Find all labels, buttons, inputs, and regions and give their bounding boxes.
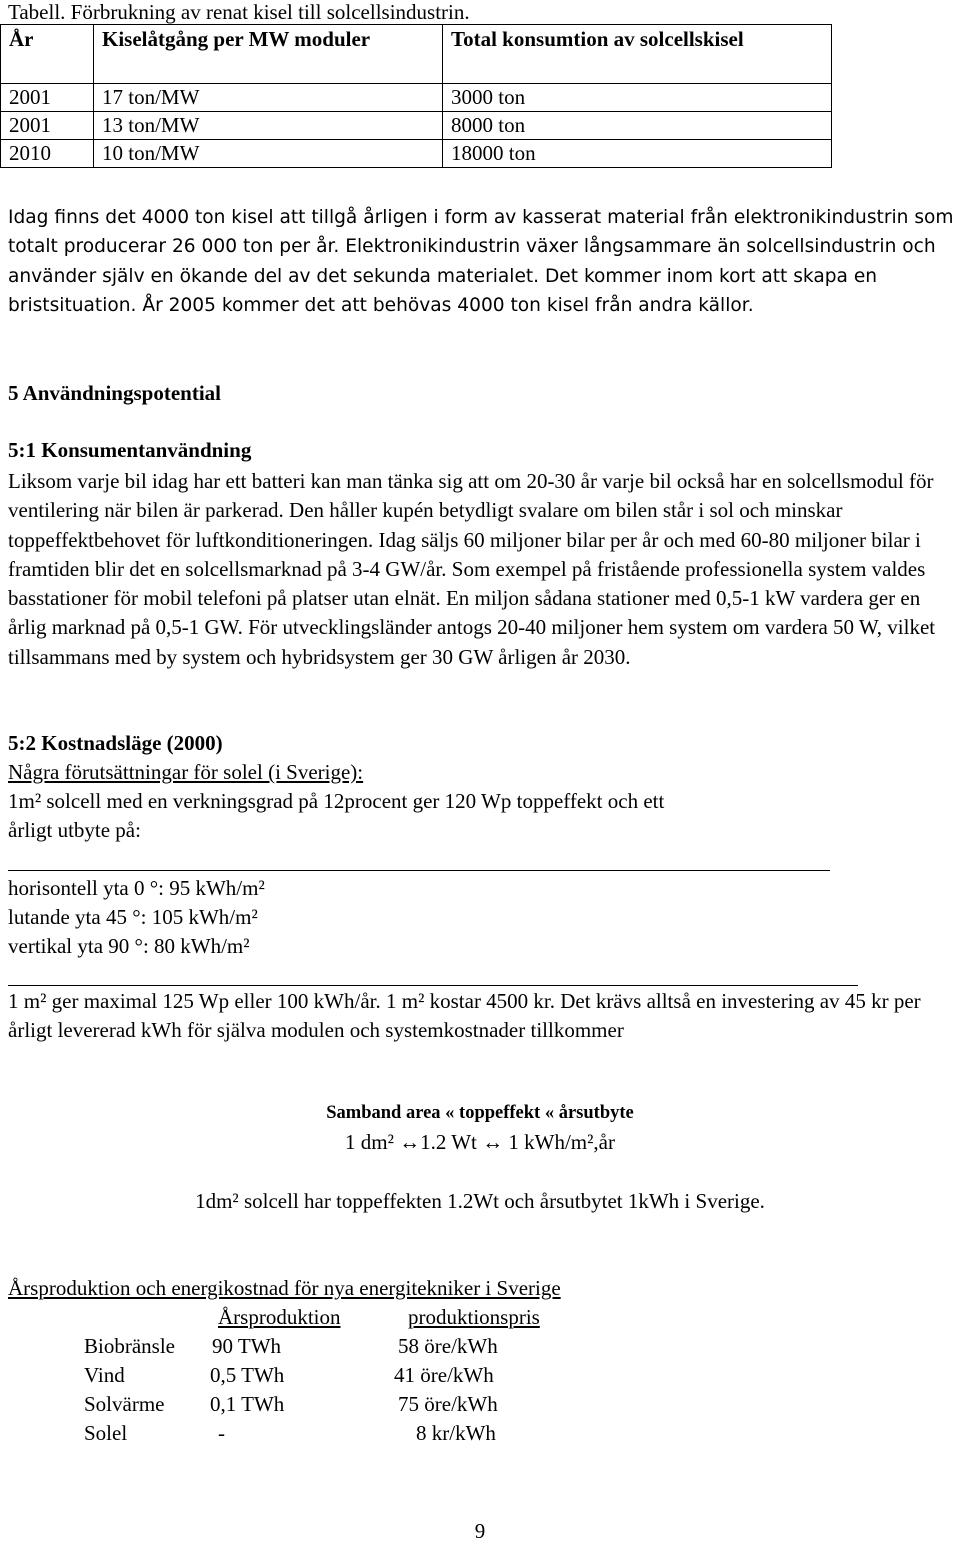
conditions-line: 1m² solcell med en verkningsgrad på 12procent ger 120 Wp toppeffekt och ett — [8, 789, 665, 813]
table-caption: Tabell. Förbrukning av renat kisel till solcellsindustrin. — [8, 0, 470, 24]
energy-row-label: Solel — [84, 1421, 128, 1445]
table-header-row — [1, 25, 832, 84]
yield-vertical: vertikal yta 90 °: 80 kWh/m² — [8, 934, 250, 958]
energy-row-price: 8 kr/kWh — [416, 1421, 496, 1445]
page-number: 9 — [474, 1519, 486, 1543]
energy-heading: Årsproduktion och energikostnad för nya energitekniker i Sverige — [8, 1276, 561, 1300]
table-cell: 2001 — [1, 112, 94, 140]
table-cell: 17 ton/MW — [94, 84, 443, 112]
table-cell: 13 ton/MW — [94, 112, 443, 140]
table-row — [1, 84, 832, 112]
energy-row-production: - — [218, 1421, 225, 1445]
separator-line — [8, 985, 858, 986]
table-row — [1, 140, 832, 168]
separator-line — [8, 870, 830, 871]
energy-row-price: 75 öre/kWh — [398, 1392, 498, 1416]
energy-row-production: 0,1 TWh — [210, 1392, 285, 1416]
header-cell-silicon-per-mw: Kiselåtgång per MW moduler — [94, 25, 443, 84]
consumer-use-paragraph: Liksom varje bil idag har ett batteri kan man tänka sig att om 20-30 år varje bil också har en solcellsmodul för ventilering när bilen är parkerad. Den håller kupén betydligt svalare om bilen står i sol och minskar toppeffektbehovet för luftkonditioneringen. Idag säljs 60 miljoner bilar per år och med 60-80 miljoner bilar i framtiden blir det en solcellsmarknad på 3-4 GW/år. Som exempel på fristående professionella system valdes basstationer för mobil telefoni på platser utan elnät. En miljon sådana stationer med 0,5-1 kW vardera ger en årlig marknad på 0,5-1 GW. För utvecklingsländer antogs 20-40 miljoner hem system om vardera 50 W, vilket tillsammans med by system och hybridsystem ger 30 GW årligen år 2030. — [8, 469, 936, 669]
table-cell: 3000 ton — [443, 84, 832, 112]
table-row — [1, 112, 832, 140]
energy-row-label: Biobränsle — [84, 1334, 175, 1358]
table-cell: 18000 ton — [443, 140, 832, 168]
section-heading-cost-level: 5:2 Kostnadsläge (2000) — [8, 731, 223, 755]
energy-row-label: Solvärme — [84, 1392, 165, 1416]
table-cell: 2001 — [1, 84, 94, 112]
energy-col-header-production: Årsproduktion — [218, 1305, 341, 1329]
relation-title: Samband area « toppeffekt « årsutbyte — [326, 1103, 634, 1123]
conditions-line: årligt utbyte på: — [8, 818, 141, 842]
yield-tilted: lutande yta 45 °: 105 kWh/m² — [8, 905, 258, 929]
header-cell-total-consumption: Total konsumtion av solcellskisel — [443, 25, 832, 84]
energy-row-label: Vind — [84, 1363, 125, 1387]
section-heading-consumer-use: 5:1 Konsumentanvändning — [8, 438, 252, 462]
table-cell: 8000 ton — [443, 112, 832, 140]
energy-row-price: 41 öre/kWh — [394, 1363, 494, 1387]
silicon-supply-paragraph: Idag finns det 4000 ton kisel att tillgå årligen i form av kasserat material från elektronikindustrin som totalt producerar 26 000 ton per år. Elektronikindustrin växer långsammare än solcellsindustrin och använder själv en ökande del av det sekunda materialet. Det kommer inom kort att skapa en bristsituation. År 2005 kommer det att behövas 4000 ton kisel från andra källor. — [8, 207, 954, 316]
table-cell: 2010 — [1, 140, 94, 168]
silicon-consumption-table — [0, 24, 832, 168]
relation-note: 1dm² solcell har toppeffekten 1.2Wt och årsutbytet 1kWh i Sverige. — [195, 1189, 765, 1213]
energy-row-production: 90 TWh — [212, 1334, 282, 1358]
energy-col-header-price: produktionspris — [408, 1305, 540, 1329]
energy-row-production: 0,5 TWh — [210, 1363, 285, 1387]
table-cell: 10 ton/MW — [94, 140, 443, 168]
conditions-heading: Några förutsättningar för solel (i Sverige): — [8, 760, 364, 784]
cost-paragraph: 1 m² ger maximal 125 Wp eller 100 kWh/år. 1 m² kostar 4500 kr. Det krävs alltså en investering av 45 kr per årligt levererad kWh för själva modulen och systemkostnader tillkommer — [8, 989, 921, 1043]
energy-row-price: 58 öre/kWh — [398, 1334, 498, 1358]
section-heading-usage-potential: 5 Användningspotential — [8, 381, 221, 405]
header-cell-year: År — [1, 25, 94, 84]
relation-formula: 1 dm² ↔1.2 Wt ↔ 1 kWh/m²,år — [344, 1130, 615, 1154]
yield-horizontal: horisontell yta 0 °: 95 kWh/m² — [8, 876, 265, 900]
